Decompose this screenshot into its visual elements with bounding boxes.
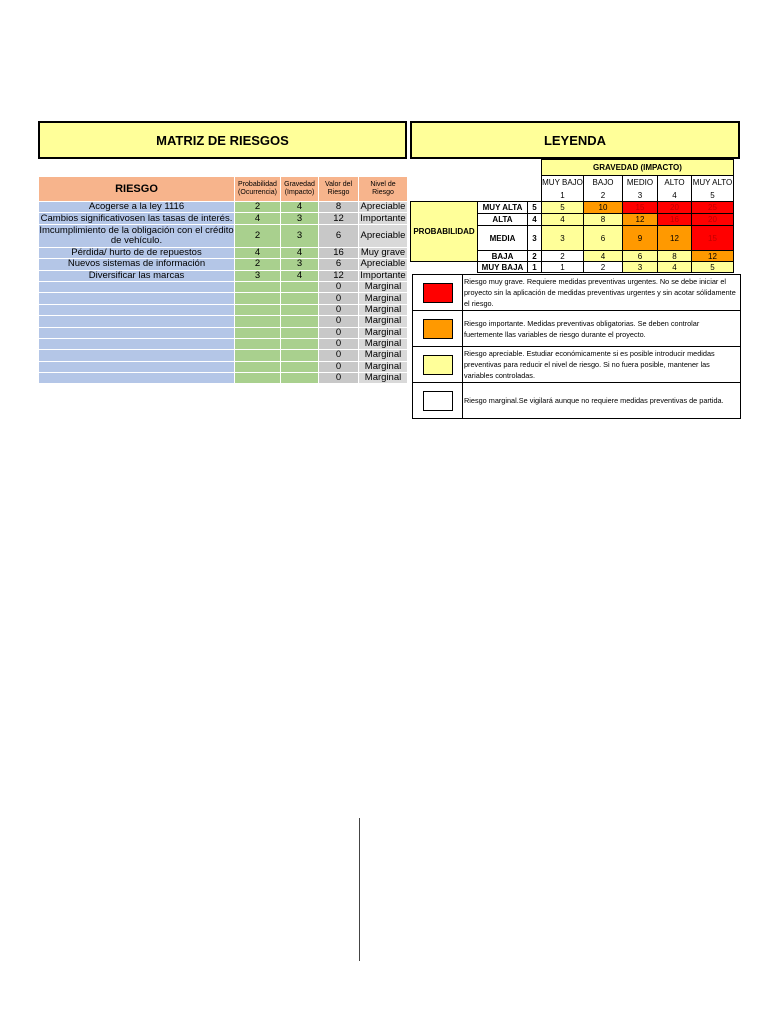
probability-name: MEDIA	[478, 226, 528, 251]
risk-cell: Acogerse a la ley 1116	[39, 202, 235, 213]
probability-name: MUY BAJA	[478, 262, 528, 273]
table-row	[39, 361, 408, 372]
matrix-cell: 10	[584, 202, 623, 214]
matrix-cell: 20	[692, 214, 734, 226]
swatch-cell	[413, 275, 463, 311]
probability-name: BAJA	[478, 251, 528, 262]
severity-cell: 3	[281, 213, 319, 224]
swatch-cell	[413, 383, 463, 419]
color-swatch	[423, 283, 453, 303]
probability-cell	[235, 338, 281, 349]
color-swatch	[423, 391, 453, 411]
probability-number: 3	[528, 226, 542, 251]
probability-cell: 4	[235, 247, 281, 258]
severity-cell: 3	[281, 259, 319, 270]
legend-descriptions	[412, 274, 741, 419]
probability-cell	[235, 373, 281, 384]
legend-row	[413, 311, 741, 347]
risk-level-cell: Marginal	[359, 281, 408, 292]
matrix-cell: 8	[658, 251, 692, 262]
risk-value-cell: 0	[319, 350, 359, 361]
severity-cell	[281, 361, 319, 372]
matrix-cell: 15	[623, 202, 658, 214]
risk-level-cell: Marginal	[359, 316, 408, 327]
risk-value-cell: 0	[319, 316, 359, 327]
matrix-cell: 5	[542, 202, 584, 214]
severity-name: MUY BAJO	[542, 177, 583, 187]
risk-level-cell: Marginal	[359, 304, 408, 315]
matrix-title: MATRIZ DE RIESGOS	[38, 121, 407, 159]
severity-cell: 3	[281, 224, 319, 247]
matrix-row	[411, 202, 734, 214]
risk-level-cell: Marginal	[359, 338, 408, 349]
probability-number: 5	[528, 202, 542, 214]
matrix-cell: 9	[623, 226, 658, 251]
table-row	[39, 304, 408, 315]
risk-cell	[39, 293, 235, 304]
severity-cell	[281, 350, 319, 361]
severity-cell	[281, 327, 319, 338]
probability-cell	[235, 361, 281, 372]
matrix-cell: 5	[692, 262, 734, 273]
matrix-cell: 6	[623, 251, 658, 262]
severity-name: MUY ALTO	[692, 177, 733, 187]
probability-cell: 2	[235, 259, 281, 270]
risk-cell	[39, 350, 235, 361]
matrix-cell: 12	[692, 251, 734, 262]
table-row	[39, 213, 408, 224]
risk-cell: Diversificar las marcas	[39, 270, 235, 281]
table-row	[39, 224, 408, 247]
risk-level-cell: Apreciable	[359, 224, 408, 247]
probability-cell: 2	[235, 224, 281, 247]
legend-row	[413, 275, 741, 311]
matrix-cell: 20	[658, 202, 692, 214]
probability-cell: 2	[235, 202, 281, 213]
severity-column-header	[542, 176, 584, 202]
risk-table	[38, 176, 408, 384]
risk-level-cell: Marginal	[359, 293, 408, 304]
matrix-cell: 12	[658, 226, 692, 251]
matrix-row	[411, 262, 734, 273]
severity-column-header	[658, 176, 692, 202]
risk-value-cell: 0	[319, 304, 359, 315]
probability-cell	[235, 316, 281, 327]
risk-cell: Nuevos sistemas de información	[39, 259, 235, 270]
probability-name: ALTA	[478, 214, 528, 226]
risk-value-cell: 0	[319, 293, 359, 304]
swatch-cell	[413, 347, 463, 383]
header-nivel: Nivel de Riesgo	[359, 177, 408, 202]
probability-number: 2	[528, 251, 542, 262]
severity-number: 2	[600, 190, 606, 200]
severity-number: 5	[710, 190, 715, 200]
risk-level-cell: Marginal	[359, 350, 408, 361]
risk-cell: Cambios significativosen las tasas de interés.	[39, 213, 235, 224]
table-row	[39, 293, 408, 304]
severity-number: 3	[637, 190, 643, 200]
probability-cell	[235, 281, 281, 292]
probability-number: 4	[528, 214, 542, 226]
legend-matrix	[410, 159, 734, 273]
risk-value-cell: 12	[319, 213, 359, 224]
risk-level-cell: Apreciable	[359, 259, 408, 270]
probability-number: 1	[528, 262, 542, 273]
risk-cell	[39, 338, 235, 349]
matrix-cell: 6	[584, 226, 623, 251]
probabilidad-label: PROBABILIDAD	[411, 202, 478, 262]
legend-description: Riesgo marginal.Se vigilará aunque no requiere medidas preventivas de partida.	[463, 383, 741, 419]
risk-value-cell: 0	[319, 373, 359, 384]
probability-cell	[235, 350, 281, 361]
severity-cell	[281, 304, 319, 315]
probability-cell: 3	[235, 270, 281, 281]
severity-column-header	[623, 176, 658, 202]
risk-cell	[39, 327, 235, 338]
gravedad-label: GRAVEDAD (IMPACTO)	[542, 160, 734, 176]
risk-level-cell: Marginal	[359, 327, 408, 338]
severity-column-header	[584, 176, 623, 202]
matrix-cell: 3	[623, 262, 658, 273]
matrix-cell: 2	[542, 251, 584, 262]
risk-cell	[39, 316, 235, 327]
matrix-cell: 8	[584, 214, 623, 226]
severity-cell	[281, 281, 319, 292]
legend-description: Riesgo muy grave. Requiere medidas preventivas urgentes. No se debe iniciar el proyecto sin la aplicación de medidas preventivas urgentes y sin acotar sólidamente el riesgo.	[463, 275, 741, 311]
matrix-cell: 15	[692, 226, 734, 251]
matrix-cell: 2	[584, 262, 623, 273]
swatch-cell	[413, 311, 463, 347]
risk-cell: Pérdida/ hurto de de repuestos	[39, 247, 235, 258]
table-row	[39, 259, 408, 270]
table-row	[39, 338, 408, 349]
risk-cell: Imcumplimiento de la obligación con el crédito de vehículo.	[39, 224, 234, 246]
severity-name: BAJO	[592, 177, 614, 187]
matrix-cell: 12	[623, 214, 658, 226]
table-row	[39, 247, 408, 258]
matrix-cell: 4	[658, 262, 692, 273]
table-row	[39, 270, 408, 281]
probability-cell	[235, 327, 281, 338]
header-riesgo: RIESGO	[39, 177, 235, 202]
risk-value-cell: 0	[319, 361, 359, 372]
matrix-cell: 4	[584, 251, 623, 262]
matrix-cell: 4	[542, 214, 584, 226]
probability-name: MUY ALTA	[478, 202, 528, 214]
severity-cell	[281, 373, 319, 384]
severity-number: 1	[560, 190, 565, 200]
severity-name: ALTO	[664, 177, 685, 187]
table-row	[39, 350, 408, 361]
header-probabilidad: Probabilidad (Ocurrencia)	[235, 177, 281, 202]
severity-number: 4	[672, 190, 677, 200]
table-row	[39, 327, 408, 338]
matrix-cell: 1	[542, 262, 584, 273]
severity-cell: 4	[281, 270, 319, 281]
risk-value-cell: 8	[319, 202, 359, 213]
probability-cell	[235, 293, 281, 304]
risk-cell	[39, 304, 235, 315]
matrix-cell: 16	[658, 214, 692, 226]
risk-cell	[39, 361, 235, 372]
severity-column-header	[692, 176, 734, 202]
risk-value-cell: 0	[319, 281, 359, 292]
risk-value-cell: 0	[319, 327, 359, 338]
table-row	[39, 281, 408, 292]
legend-row	[413, 383, 741, 419]
color-swatch	[423, 319, 453, 339]
risk-level-cell: Marginal	[359, 373, 408, 384]
risk-value-cell: 16	[319, 247, 359, 258]
risk-cell	[39, 373, 235, 384]
risk-level-cell: Importante	[360, 212, 406, 224]
severity-cell	[281, 293, 319, 304]
legend-row	[413, 347, 741, 383]
risk-cell	[39, 281, 235, 292]
risk-level-cell: Muy grave	[359, 247, 408, 258]
table-row	[39, 373, 408, 384]
legend-title: LEYENDA	[410, 121, 740, 159]
severity-cell: 4	[281, 247, 319, 258]
header-valor: Valor del Riesgo	[319, 177, 359, 202]
risk-level-cell: Marginal	[359, 361, 408, 372]
severity-cell	[281, 338, 319, 349]
matrix-cell: 25	[692, 202, 734, 214]
probability-cell: 4	[235, 213, 281, 224]
risk-value-cell: 6	[319, 259, 359, 270]
severity-name: MEDIO	[626, 177, 654, 187]
risk-value-cell: 12	[319, 270, 359, 281]
legend-description: Riesgo importante. Medidas preventivas obligatorias. Se deben controlar fuertemente llas variables de riesgo durante el proyecto.	[463, 311, 741, 347]
severity-cell	[281, 316, 319, 327]
risk-level-cell: Apreciable	[359, 202, 408, 213]
legend-description: Riesgo apreciable. Estudiar económicamente si es posible introducir medidas preventivas para reducir el nivel de riesgo. Si no fuera posible, mantener las variables controladas.	[463, 347, 741, 383]
header-gravedad: Gravedad (Impacto)	[281, 177, 319, 202]
vertical-divider	[359, 818, 360, 961]
probability-cell	[235, 304, 281, 315]
risk-level-cell: Importante	[360, 270, 406, 281]
table-row	[39, 202, 408, 213]
risk-value-cell: 0	[319, 338, 359, 349]
risk-value-cell: 6	[319, 224, 359, 247]
severity-cell: 4	[281, 202, 319, 213]
matrix-cell: 3	[542, 226, 584, 251]
table-row	[39, 316, 408, 327]
color-swatch	[423, 355, 453, 375]
